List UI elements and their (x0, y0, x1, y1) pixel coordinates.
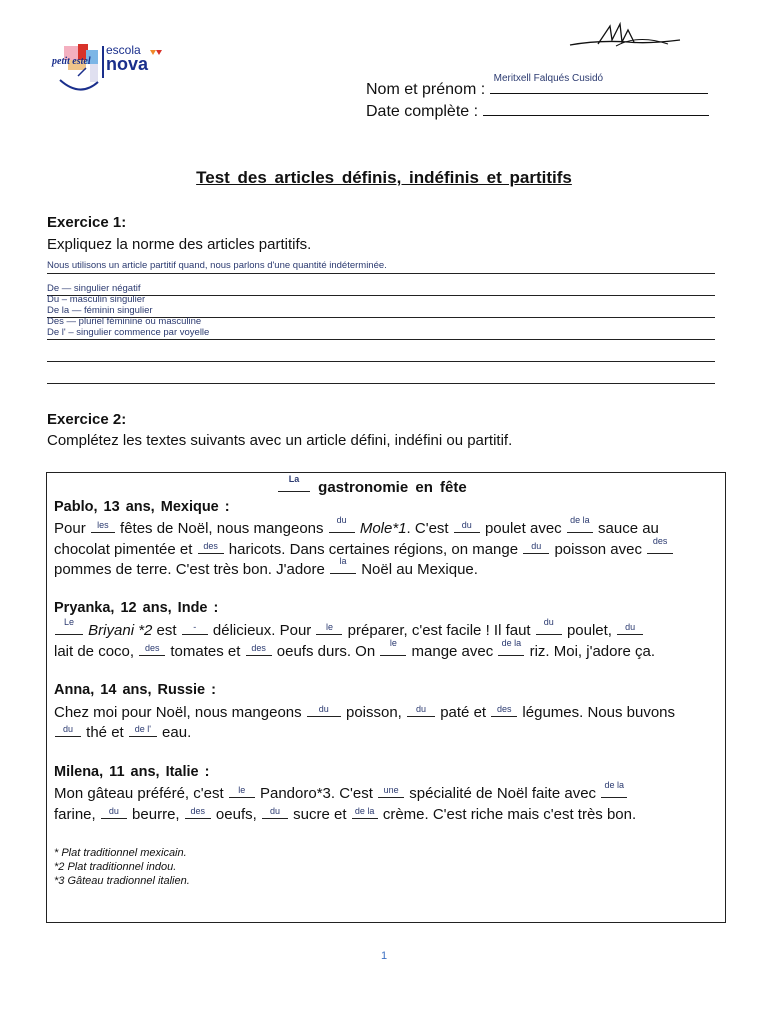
blank-input[interactable]: de la (567, 519, 593, 533)
footnote: *2 Plat traditionnel indou. (54, 861, 177, 873)
box-title-text: gastronomie en fête (318, 479, 467, 496)
blank-input[interactable]: de la (601, 784, 627, 798)
blank-input[interactable]: du (454, 519, 480, 533)
pablo-heading: Pablo, 13 ans, Mexique : (54, 499, 230, 515)
milena-heading: Milena, 11 ans, Italie : (54, 764, 210, 780)
footnotes (54, 846, 190, 888)
blank-input[interactable]: le (316, 621, 342, 635)
blank-input[interactable]: du (101, 805, 127, 819)
exercise1-answer: Nous utilisons un article partitif quand, nous parlons d'une quantité indéterminée. (47, 260, 387, 271)
pablo-line-2: chocolat pimentée et des haricots. Dans certaines régions, on mange du poisson avec des (54, 539, 674, 560)
blank-input[interactable]: de la (352, 805, 378, 819)
exercise2-heading: Exercice 2: (47, 411, 127, 428)
date-label: Date complète : (366, 103, 479, 120)
exercise1-answer: Du – masculin singulier (47, 294, 146, 305)
blank-input[interactable]: - (182, 621, 208, 635)
logo-text-nova: nova (106, 54, 149, 74)
page-title: Test des articles définis, indéfinis et partitifs (196, 168, 572, 187)
exercise1-instruction: Expliquez la norme des articles partitifs. (47, 236, 312, 253)
blank-input[interactable]: de la (498, 642, 524, 656)
logo-text-escola: escola (106, 43, 141, 57)
name-input[interactable] (490, 73, 708, 94)
exercise1-answer: Des — pluriel féminine ou masculine (47, 316, 202, 327)
blank-input[interactable]: de l' (129, 723, 157, 737)
blank-input[interactable]: des (647, 540, 673, 554)
anna-heading: Anna, 14 ans, Russie : (54, 682, 216, 698)
blank-input[interactable]: une (378, 784, 404, 798)
blank-input[interactable]: du (536, 621, 562, 635)
answer-line[interactable] (47, 339, 715, 340)
blank-input[interactable]: du (329, 519, 355, 533)
blank-input[interactable]: des (246, 642, 272, 656)
pablo-line-1: Pour les fêtes de Noël, nous mangeons du Mole*1. C'est du poulet avec de la sauce au (54, 515, 659, 537)
answer-line[interactable] (47, 361, 715, 362)
anna-line-1: Chez moi pour Noël, nous mangeons du poisson, du paté et des légumes. Nous buvons (54, 704, 676, 721)
milena-line-1: Mon gâteau préféré, c'est le Pandoro*3. C'est une spécialité de Noël faite avec de la (54, 783, 628, 804)
blank-input[interactable]: du (523, 540, 549, 554)
pryanka-line-1: Le Briyani *2 est - délicieux. Pour le préparer, c'est facile ! Il faut du poulet, du (54, 620, 644, 641)
date-input[interactable] (483, 101, 709, 116)
blank-input[interactable]: des (139, 642, 165, 656)
blank-input[interactable]: La (278, 478, 310, 492)
exercise1-answer: De l' – singulier commence par voyelle (47, 327, 210, 338)
page-number: 1 (380, 950, 388, 962)
box-title (277, 474, 467, 496)
exercise-text-box (46, 472, 726, 923)
footnote: * Plat traditionnel mexicain. (54, 847, 187, 859)
name-value: Meritxell Falqués Cusidó (493, 73, 604, 84)
answer-line[interactable] (47, 383, 715, 384)
blank-input[interactable]: le (229, 784, 255, 798)
pryanka-line-2: lait de coco, des tomates et des oeufs durs. On le mange avec de la riz. Moi, j'adore ça. (54, 638, 655, 660)
name-label: Nom et prénom : (366, 81, 486, 98)
answer-line[interactable] (47, 273, 715, 274)
blank-input[interactable]: du (617, 621, 643, 635)
blank-input[interactable]: des (491, 703, 517, 717)
blank-input[interactable]: des (185, 805, 211, 819)
exercise1-heading: Exercice 1: (47, 214, 127, 231)
pryanka-heading: Pryanka, 12 ans, Inde : (54, 600, 219, 616)
exercise2-instruction: Complétez les textes suivants avec un article défini, indéfini ou partitif. (47, 432, 513, 449)
blank-input[interactable]: du (407, 703, 435, 717)
blank-input[interactable]: la (330, 560, 356, 574)
blank-input[interactable]: des (198, 540, 224, 554)
blank-input[interactable]: Le (55, 621, 83, 635)
blank-input[interactable]: les (91, 519, 115, 533)
name-field (366, 73, 708, 99)
answer-line[interactable] (47, 295, 715, 296)
blank-input[interactable]: le (380, 642, 406, 656)
exercise1-answer: De — singulier négatif (47, 283, 141, 294)
school-logo (50, 40, 180, 100)
blank-input[interactable]: du (307, 703, 341, 717)
blank-input[interactable]: du (262, 805, 288, 819)
logo-text-petit-estel: petit estel (52, 56, 91, 67)
blank-input[interactable]: du (55, 723, 81, 737)
anna-line-2: du thé et de l' eau. (54, 722, 191, 743)
pablo-line-3: pommes de terre. C'est très bon. J'adore la Noël au Mexique. (54, 556, 478, 578)
date-field (366, 101, 709, 121)
milena-line-2: farine, du beurre, des oeufs, du sucre et de la crème. C'est riche mais c'est très bon. (54, 806, 637, 823)
footnote: *3 Gâteau tradionnel italien. (54, 875, 190, 887)
signature (568, 20, 683, 52)
exercise1-answer: De la — féminin singulier (47, 305, 153, 316)
